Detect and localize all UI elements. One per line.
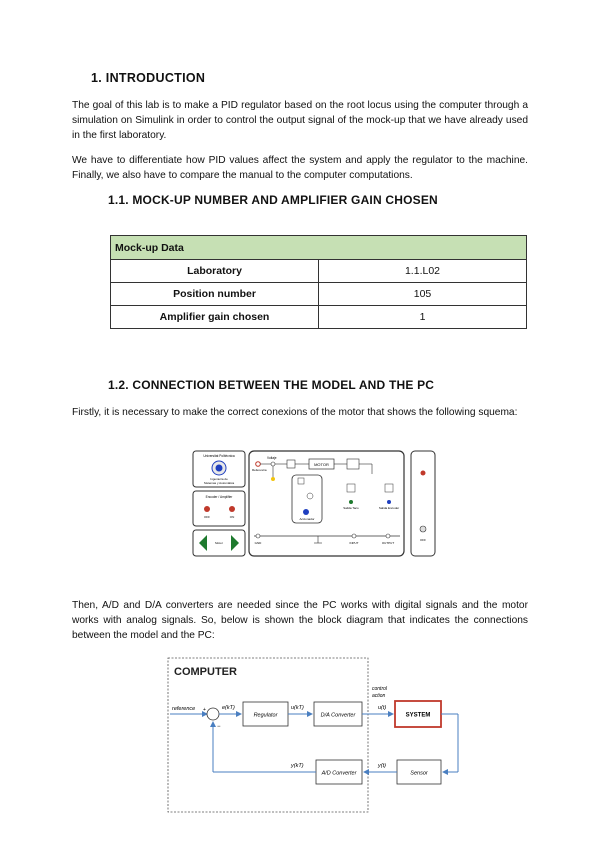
reference-terminal-icon: [256, 462, 261, 467]
input-label: INPUT: [349, 541, 359, 545]
ukt-label: u(kT): [291, 705, 304, 711]
ad-label: A/D Converter: [321, 770, 357, 777]
row-label: Position number: [111, 283, 319, 306]
off-label: OFF: [204, 515, 210, 519]
table-row: [111, 283, 527, 306]
section-heading-introduction: 1. INTRODUCTION: [91, 71, 206, 85]
intro-paragraph-1: The goal of this lab is to make a PID regulator based on the root locus using the computer through a simulation on Simulink in order to control the output signal of the mock-up that we have already used in the first laboratory.: [72, 100, 528, 141]
volt-label: Voltaje: [267, 456, 277, 460]
red-led-icon: [204, 506, 210, 512]
ref-label: Referencia: [252, 468, 267, 472]
table-row: [111, 260, 527, 283]
minus-sign: −: [217, 724, 221, 730]
regulator-label: Regulator: [253, 712, 278, 719]
direction-label: Motor: [215, 541, 223, 545]
row-label: Laboratory: [111, 260, 319, 283]
univ-sub-label-1: Ingeniería de: [210, 477, 228, 481]
error-label: e(kT): [222, 705, 235, 711]
computer-boundary: [168, 658, 368, 812]
row-label: Amplifier gain chosen: [111, 306, 319, 329]
row-value: 1: [319, 306, 527, 329]
tach-terminal-icon: [349, 500, 353, 504]
control-action-label-2: action: [372, 693, 386, 699]
controller-box: [292, 475, 322, 523]
row-value: 1.1.L02: [319, 260, 527, 283]
panel-label: Encoder / Amplifier: [205, 495, 233, 499]
gnd-label: GND: [254, 541, 262, 545]
system-label: SYSTEM: [405, 712, 431, 719]
control-action-label-1: control: [372, 686, 388, 692]
integrator-block: [347, 459, 359, 469]
university-label: Universitat Politècnica: [203, 454, 235, 458]
yt-label: y(t): [378, 763, 386, 769]
table-header: Mock-up Data: [111, 236, 527, 260]
table-row: [111, 306, 527, 329]
yellow-led-icon: [271, 477, 275, 481]
plus-sign: +: [203, 707, 206, 713]
sensor-label: Sensor: [410, 770, 428, 777]
computer-title: COMPUTER: [174, 666, 237, 678]
section-heading-connection: 1.2. CONNECTION BETWEEN THE MODEL AND THE PC: [108, 378, 435, 392]
mockup-model-figure: [192, 449, 437, 558]
ut-label: u(t): [378, 705, 387, 711]
blue-knob-icon[interactable]: [303, 509, 309, 515]
pot-label: Salida Encoder: [378, 506, 400, 510]
da-label: D/A Converter: [320, 712, 356, 719]
encoder-terminal-icon: [387, 500, 391, 504]
on-label: ON: [229, 515, 235, 519]
connection-paragraph-1: Firstly, it is necessary to make the correct conexions of the motor that shows the following squema:: [72, 407, 518, 418]
mockup-data-table: [110, 235, 527, 329]
output-label: OUTPUT: [381, 541, 395, 545]
section-heading-mockup: 1.1. MOCK-UP NUMBER AND AMPLIFIER GAIN CHOSEN: [108, 193, 438, 207]
univ-sub-label-2: Sistemas y Automática: [203, 481, 235, 485]
block-diagram-figure: [166, 656, 468, 814]
intro-paragraph-2: We have to differentiate how PID values affect the system and apply the regulator to the machine. Finally, we also have to compare the manual to the computer computations.: [72, 155, 528, 181]
acc-label: Accionador: [299, 517, 315, 521]
tach-label: Salida Taco: [343, 506, 359, 510]
power-led-icon: [421, 471, 426, 476]
connection-paragraph-2: Then, A/D and D/A converters are needed since the PC works with digital signals and the motor works with analog signals. So, below is shown the block diagram that indicates the connections between the model and the PC:: [72, 600, 528, 641]
summing-junction-icon: [271, 462, 275, 466]
ykt-label: y(kT): [291, 763, 304, 769]
gain-block: [287, 460, 295, 468]
power-switch-icon[interactable]: [420, 526, 426, 532]
university-logo-center-icon: [216, 465, 223, 472]
summing-junction: [207, 708, 219, 720]
red-led-icon: [229, 506, 235, 512]
motor-label: MOTOR: [314, 462, 329, 467]
power-off-label: OFF: [420, 538, 426, 542]
reference-label: reference: [172, 706, 196, 712]
row-value: 105: [319, 283, 527, 306]
